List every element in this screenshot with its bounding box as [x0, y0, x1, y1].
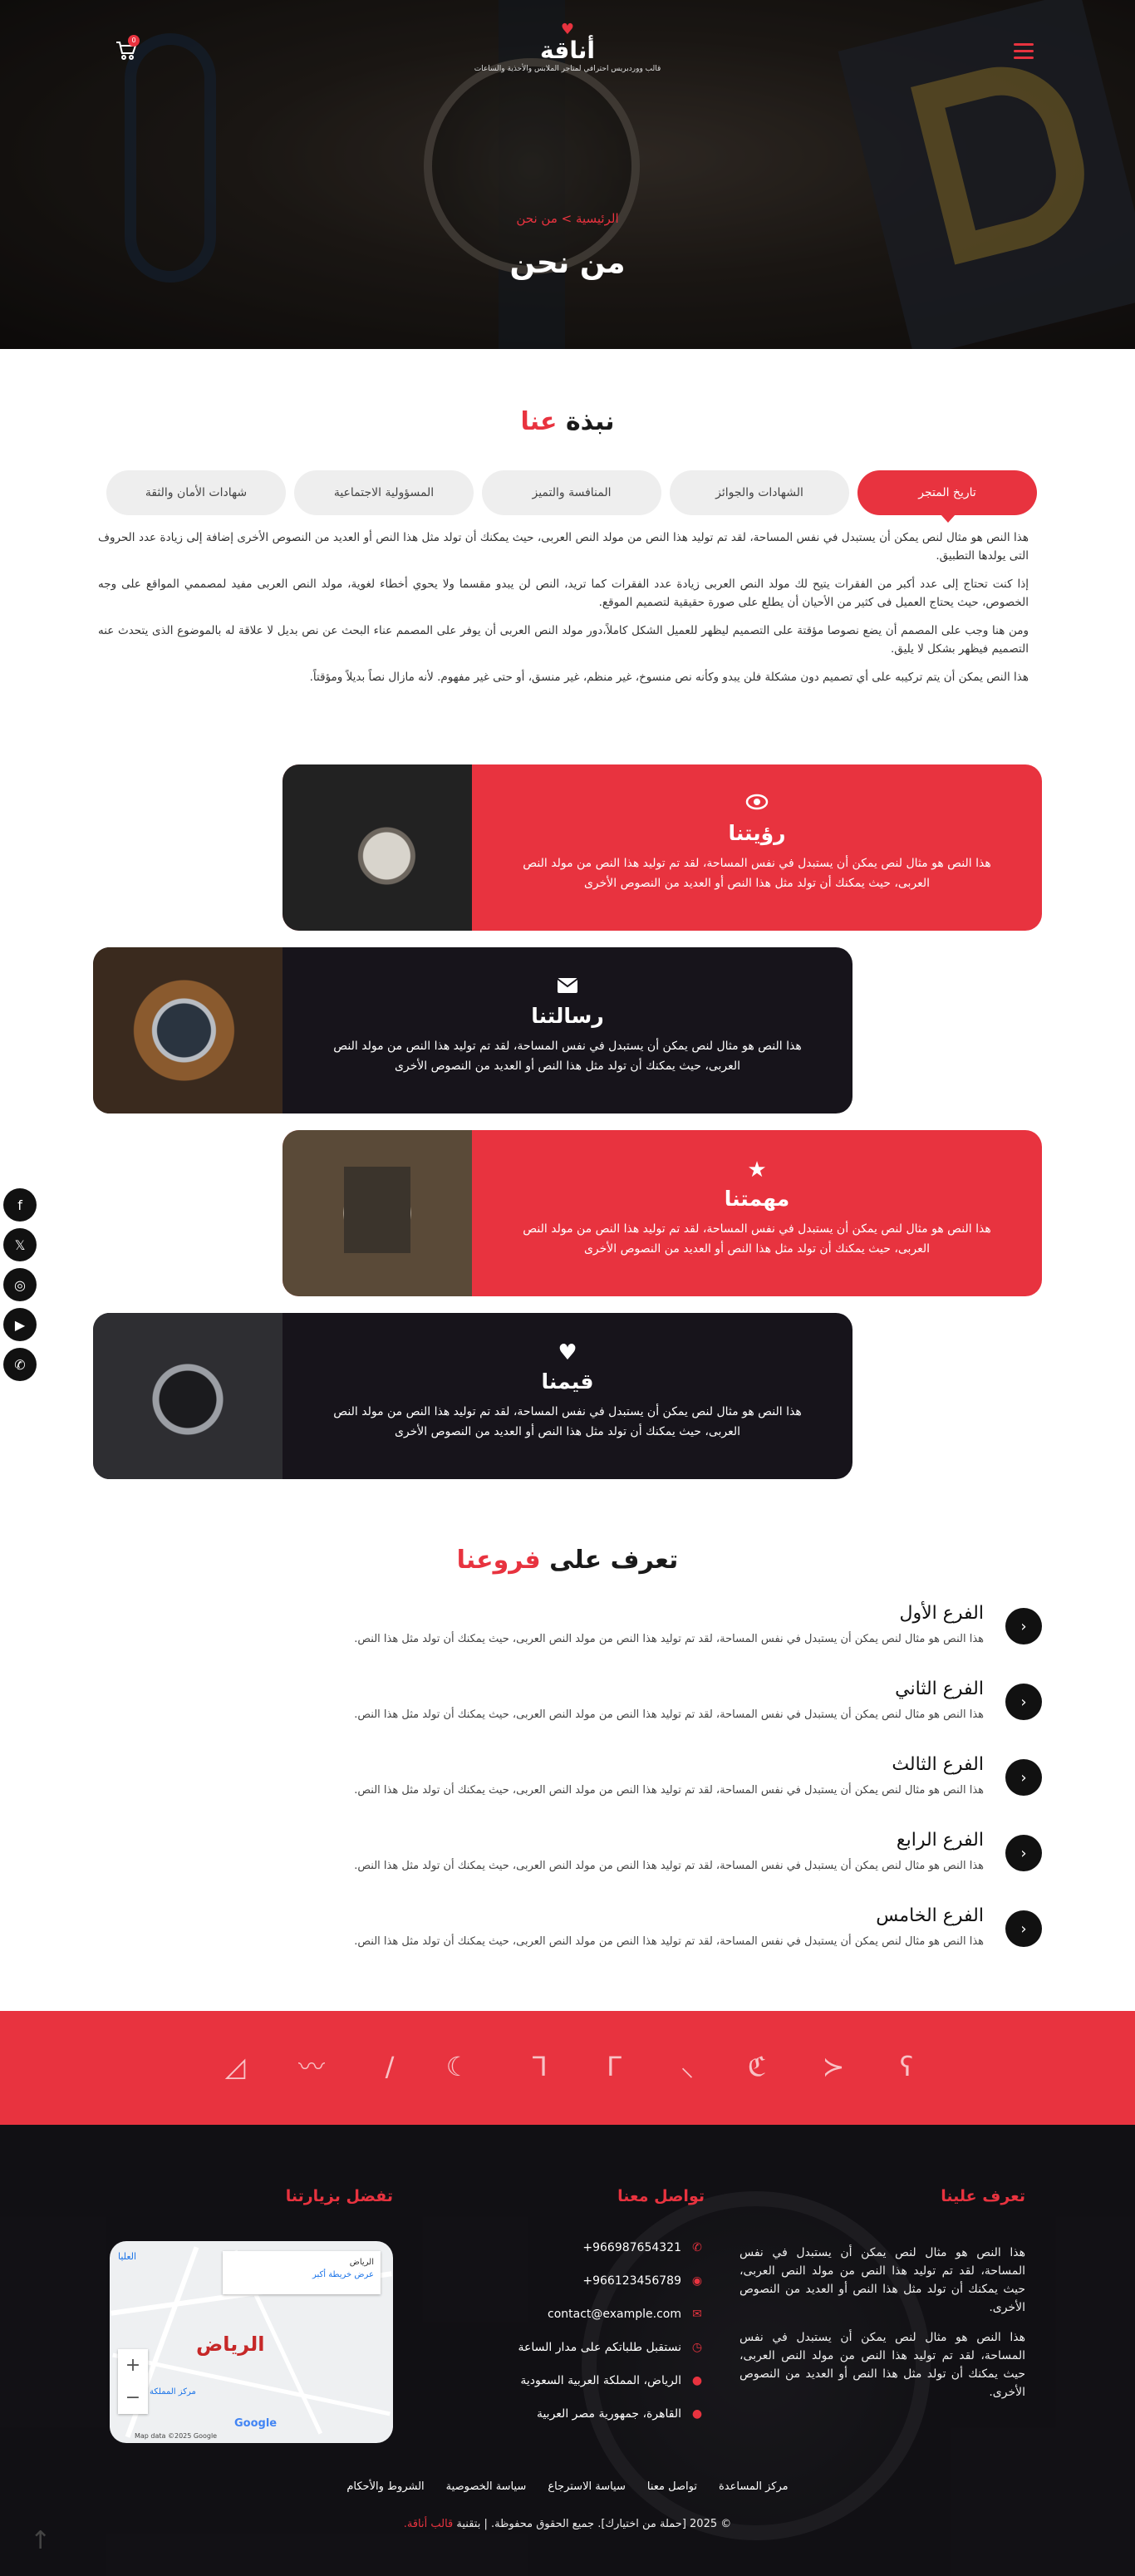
branch-title: الفرع الخامس — [876, 1905, 984, 1926]
whatsapp-icon[interactable]: ✆ — [3, 1348, 37, 1381]
branch-text: هذا النص هو مثال لنص يمكن أن يستبدل في نفس المساحة، لقد تم توليد هذا النص من مولد النص العربى، حيث يمكنك أن تولد مثل هذا النص. — [354, 1860, 984, 1872]
instagram-icon[interactable]: ◎ — [3, 1268, 37, 1301]
map-attribution: Map data ©2025 Google — [135, 2432, 218, 2440]
copyright-theme-link[interactable]: قالب أناقة. — [403, 2518, 454, 2530]
branch-item[interactable] — [233, 1675, 1042, 1742]
breadcrumb[interactable]: الرئيسية > من نحن — [516, 211, 619, 226]
mission-card-body — [283, 947, 852, 1113]
mobile-icon: ◉ — [691, 2274, 703, 2288]
zoom-in-icon[interactable]: + — [125, 2355, 141, 2376]
branch-text: هذا النص هو مثال لنص يمكن أن يستبدل في نفس المساحة، لقد تم توليد هذا النص من مولد النص العربى، حيث يمكنك أن تولد مثل هذا النص. — [354, 1633, 984, 1645]
site-logo[interactable] — [443, 23, 692, 73]
chevron-left-icon[interactable]: ‹ — [1005, 1608, 1042, 1644]
youtube-icon[interactable]: ▶ — [3, 1308, 37, 1341]
footer-link-privacy[interactable]: سياسة الخصوصية — [445, 2480, 527, 2493]
location-map[interactable] — [110, 2241, 393, 2443]
menu-icon[interactable] — [1014, 43, 1034, 60]
footer-contact-title: تواصل معنا — [617, 2187, 705, 2205]
zoom-out-icon[interactable]: − — [125, 2387, 141, 2408]
footer-links — [318, 2480, 817, 2493]
brand-logo-icon[interactable]: ☾ — [445, 2051, 470, 2082]
map-place-name: الرياض — [349, 2258, 374, 2267]
goal-card — [283, 1130, 1042, 1296]
goal-card-body — [472, 1130, 1042, 1296]
about-section-title — [318, 407, 817, 436]
footer-link-returns[interactable]: سياسة الاسترجاع — [548, 2480, 626, 2493]
contact-address-text: الرياض، المملكة العربية السعودية — [520, 2374, 681, 2387]
scroll-to-top-icon[interactable]: ↑ — [30, 2526, 52, 2555]
footer-about-text — [739, 2244, 1025, 2413]
facebook-icon[interactable]: f — [3, 1188, 37, 1222]
contact-hours — [422, 2341, 705, 2361]
about-title-accent: عنا — [520, 407, 558, 436]
page-title: من نحن — [509, 246, 626, 280]
vision-card — [283, 764, 1042, 931]
about-paragraph: هذا النص هو مثال لنص يمكن أن يستبدل في نفس المساحة، لقد تم توليد هذا النص من مولد النص العربى، حيث يمكنك أن تولد مثل هذا النص أو العديد من النصوص الأخرى إضافة إلى زيادة عدد الحروف التى يولدها التطبيق. — [98, 531, 1029, 563]
mission-text: هذا النص هو مثال لنص يمكن أن يستبدل في نفس المساحة، لقد تم توليد هذا النص من مولد النص العربى، حيث يمكنك أن تولد مثل هذا النص أو العديد من النصوص الأخرى — [333, 1040, 802, 1073]
logo-heart-icon: ♥ — [560, 21, 575, 38]
tab-store-history[interactable]: تاريخ المتجر — [857, 470, 1037, 515]
tab-awards[interactable]: الشهادات والجوائز — [670, 470, 849, 515]
location-icon: ● — [691, 2407, 703, 2421]
branch-text: هذا النص هو مثال لنص يمكن أن يستبدل في نفس المساحة، لقد تم توليد هذا النص من مولد النص العربى، حيث يمكنك أن تولد مثل هذا النص. — [354, 1935, 984, 1948]
branch-item[interactable] — [233, 1826, 1042, 1893]
mission-watch-image — [93, 947, 283, 1113]
vision-watch-image — [283, 764, 472, 931]
heart-icon: ♥ — [558, 1340, 577, 1365]
brand-logo-icon[interactable]: ∕ — [385, 2051, 395, 2082]
footer-about-paragraph: هذا النص هو مثال لنص يمكن أن يستبدل في نفس المساحة، لقد تم توليد هذا النص من مولد النص العربى، حيث يمكنك أن تولد مثل هذا النص أو العديد من النصوص الأخرى. — [739, 2246, 1025, 2314]
cart-button[interactable] — [110, 37, 138, 65]
chevron-left-icon[interactable]: ‹ — [1005, 1684, 1042, 1720]
values-card — [93, 1313, 852, 1479]
about-paragraph: هذا النص يمكن أن يتم تركيبه على أي تصميم دون مشكلة فلن يبدو وكأنه نص منسوخ، غير منظم، غير منسق، أو حتى غير مفهوم. لأنه مازال نصاً بديلاً ومؤقتاً. — [309, 671, 1029, 684]
map-city-label: الرياض — [196, 2333, 265, 2356]
branches-title-main: تعرف على — [549, 1546, 679, 1575]
map-zoom-controls[interactable] — [118, 2349, 148, 2414]
branch-item[interactable] — [233, 1751, 1042, 1817]
footer-about-title: تعرف علينا — [941, 2187, 1025, 2205]
logo-tagline: قالب ووردبريس احترافي لمتاجر الملابس والأحذية والساعات — [474, 65, 661, 73]
envelope-icon — [324, 976, 811, 1000]
branch-item[interactable] — [233, 1600, 1042, 1666]
logo-name: أناقة — [540, 37, 595, 64]
about-title-main: نبذة — [565, 407, 615, 436]
contact-email-text: contact@example.com — [548, 2308, 681, 2321]
values-card-body — [283, 1313, 852, 1479]
footer-visit-title: تفضل بزيارتنا — [285, 2187, 393, 2205]
tab-social-responsibility[interactable]: المسؤولية الاجتماعية — [294, 470, 474, 515]
footer-link-terms[interactable]: الشروط والأحكام — [346, 2480, 425, 2493]
cart-count-badge: 0 — [128, 35, 140, 47]
map-place-card — [223, 2251, 381, 2294]
contact-mobile[interactable] — [422, 2274, 705, 2294]
values-title: قيمنا — [541, 1369, 594, 1394]
brand-logo-icon[interactable]: 〰 — [297, 2051, 325, 2082]
about-paragraph: ومن هنا وجب على المصمم أن يضع نصوصا مؤقتة على التصميم ليظهر للعميل الشكل كاملاً،دور مولد النص العربى أن يوفر على المصمم عناء البحث عن نص بديل لا علاقة له بالموضوع الذى يتحدث عنه التصميم فيظهر بشكل لا يليق. — [98, 624, 1029, 656]
hero-banner — [0, 0, 1135, 349]
copyright — [318, 2518, 817, 2530]
contact-address-text: القاهرة، جمهورية مصر العربية — [536, 2407, 681, 2421]
brand-logo-icon[interactable]: ⸝ — [680, 2051, 694, 2082]
values-watch-image — [93, 1313, 283, 1479]
eye-icon — [513, 793, 1000, 818]
contact-mobile-text: +966123456789 — [582, 2274, 681, 2288]
about-tab-content — [98, 528, 1029, 696]
location-icon: ● — [691, 2374, 703, 2387]
branches-section-title — [318, 1546, 817, 1575]
brand-logo-icon[interactable]: ᒣ — [531, 2051, 548, 2082]
branch-text: هذا النص هو مثال لنص يمكن أن يستبدل في نفس المساحة، لقد تم توليد هذا النص من مولد النص العربى، حيث يمكنك أن تولد مثل هذا النص. — [354, 1708, 984, 1721]
branch-text: هذا النص هو مثال لنص يمكن أن يستبدل في نفس المساحة، لقد تم توليد هذا النص من مولد النص العربى، حيث يمكنك أن تولد مثل هذا النص. — [354, 1784, 984, 1797]
contact-hours-text: نستقبل طلباتكم على مدار الساعة — [518, 2341, 681, 2354]
brand-logo-icon[interactable]: ≺ — [822, 2051, 845, 2082]
about-paragraph: إذا كنت تحتاج إلى عدد أكبر من الفقرات يتيح لك مولد النص العربى زيادة عدد الفقرات كما تريد، النص لن يبدو مقسما ولا يحوي أخطاء لغوية، مولد النص العربى مفيد لمصممي المواقع على وجه الخصوص، حيث يحتاج العميل فى كثير من الأحيان أن يطلع على صورة حقيقية لتصميم الموقع. — [98, 578, 1029, 609]
brands-strip — [0, 2011, 1135, 2125]
brand-logo-icon[interactable]: ◿ — [224, 2051, 246, 2082]
goal-watch-image — [283, 1130, 472, 1296]
vision-card-body — [472, 764, 1042, 931]
branches-title-accent: فروعنا — [456, 1546, 541, 1575]
google-logo: Google — [234, 2417, 278, 2430]
contact-address-riyadh — [422, 2374, 705, 2394]
goal-title: مهمتنا — [724, 1187, 790, 1211]
branch-title: الفرع الثالث — [892, 1754, 984, 1775]
map-label-center: مركز المملكة — [150, 2387, 196, 2397]
values-text: هذا النص هو مثال لنص يمكن أن يستبدل في نفس المساحة، لقد تم توليد هذا النص من مولد النص العربى، حيث يمكنك أن تولد مثل هذا النص أو العديد من النصوص الأخرى — [333, 1405, 802, 1438]
branch-title: الفرع الرابع — [896, 1830, 984, 1851]
map-label-north: العليا — [118, 2251, 137, 2262]
branch-title: الفرع الأول — [899, 1603, 984, 1624]
tab-security-certificates[interactable]: شهادات الأمان والثقة — [106, 470, 286, 515]
vision-title: رؤيتنا — [728, 821, 786, 845]
brand-logo-icon[interactable]: ᒥ — [607, 2051, 622, 2082]
contact-phone-text: +966987654321 — [582, 2241, 681, 2254]
contact-address-cairo — [422, 2407, 705, 2427]
chevron-left-icon[interactable]: ‹ — [1005, 1759, 1042, 1796]
copyright-text: © 2025 [حملة من اختيارك]. جميع الحقوق محفوظة. | بتقنية — [456, 2518, 732, 2530]
branch-title: الفرع الثاني — [895, 1679, 984, 1699]
about-tabs — [98, 470, 1037, 517]
contact-phone[interactable] — [422, 2241, 705, 2261]
brand-logo-icon[interactable]: ʕ — [899, 2051, 914, 2082]
footer-link-contact[interactable]: تواصل معنا — [646, 2480, 697, 2493]
phone-icon: ✆ — [692, 2241, 702, 2254]
footer-link-help[interactable]: مركز المساعدة — [718, 2480, 789, 2493]
vision-text: هذا النص هو مثال لنص يمكن أن يستبدل في نفس المساحة، لقد تم توليد هذا النص من مولد النص العربى، حيث يمكنك أن تولد مثل هذا النص أو العديد من النصوص الأخرى — [523, 857, 991, 890]
map-road — [112, 2353, 391, 2416]
mission-title: رسالتنا — [531, 1004, 604, 1028]
footer-about-paragraph: هذا النص هو مثال لنص يمكن أن يستبدل في نفس المساحة، لقد تم توليد هذا النص من مولد النص العربى، حيث يمكنك أن تولد مثل هذا النص أو العديد من النصوص الأخرى. — [739, 2331, 1025, 2399]
mission-card — [93, 947, 852, 1113]
email-icon: ✉ — [692, 2308, 702, 2321]
brand-logo-icon[interactable]: ℭ — [747, 2051, 767, 2082]
branch-item[interactable] — [233, 1902, 1042, 1969]
map-larger-link[interactable]: عرض خريطة أكبر — [312, 2270, 374, 2279]
clock-icon: ◷ — [691, 2341, 703, 2354]
tab-competition[interactable]: المنافسة والتميز — [482, 470, 661, 515]
top-navigation — [0, 0, 1135, 100]
x-icon[interactable]: 𝕏 — [3, 1228, 37, 1261]
chevron-left-icon[interactable]: ‹ — [1005, 1835, 1042, 1871]
goal-text: هذا النص هو مثال لنص يمكن أن يستبدل في نفس المساحة، لقد تم توليد هذا النص من مولد النص العربى، حيث يمكنك أن تولد مثل هذا النص أو العديد من النصوص الأخرى — [523, 1222, 991, 1256]
contact-email[interactable] — [422, 2308, 705, 2328]
chevron-left-icon[interactable]: ‹ — [1005, 1910, 1042, 1947]
star-icon: ★ — [747, 1158, 767, 1182]
